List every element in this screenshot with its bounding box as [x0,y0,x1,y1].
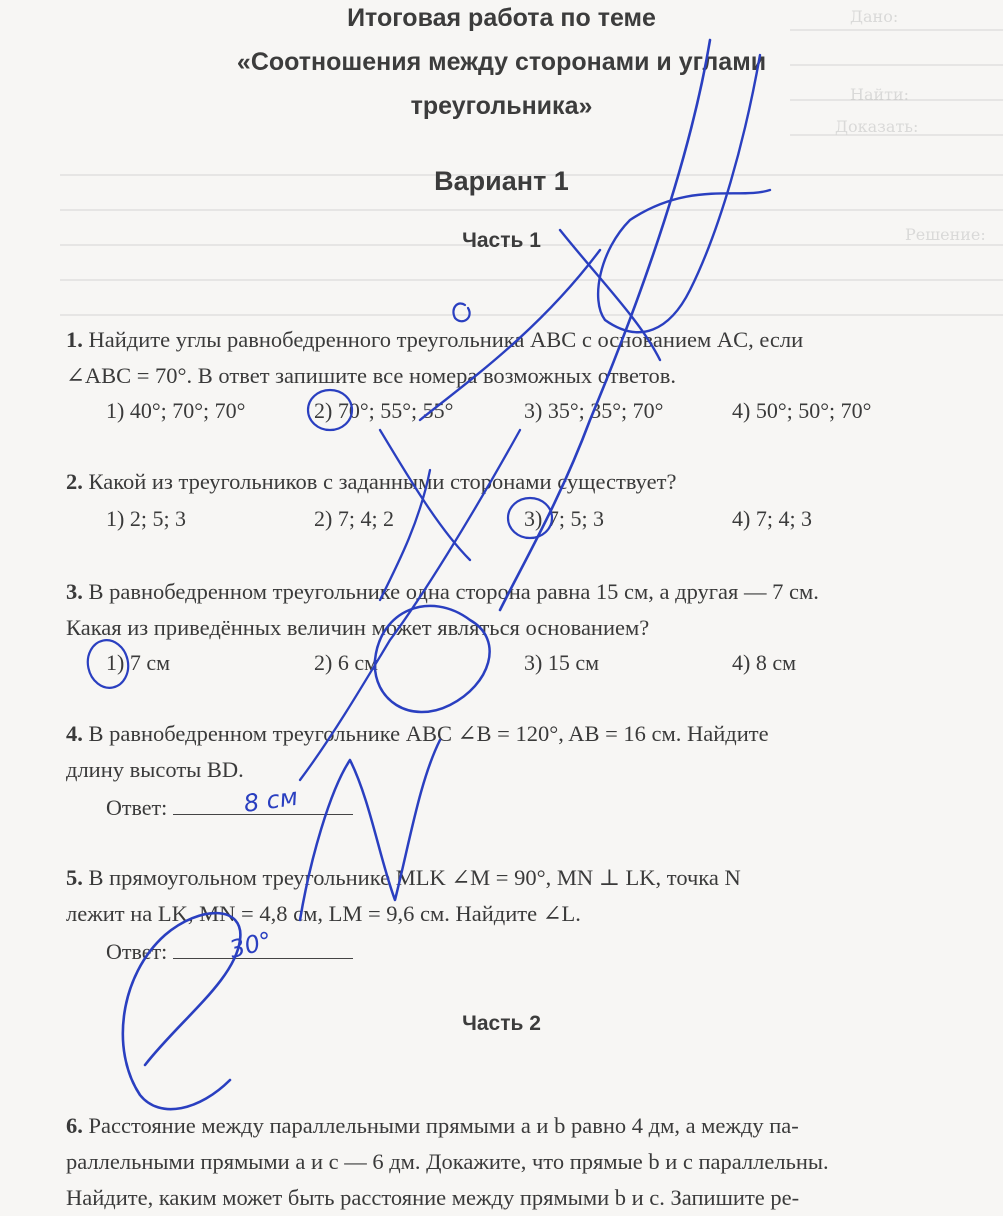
svg-text:Доказать:: Доказать: [835,117,919,136]
answer-option: 1) 7 см [106,650,171,675]
question-text-line: Какой из треугольников с заданными сторонами существует? [88,469,677,494]
variant-heading: Вариант 1 [434,166,569,196]
answer-option: 4) 7; 4; 3 [732,506,813,531]
question-3 [66,574,916,646]
question-4 [66,716,916,788]
question-4-answer [106,792,353,821]
title-line-2: «Соотношения между сторонами и углами [236,48,767,76]
question-5-answer [106,936,353,965]
title-line-3: треугольника» [410,92,593,120]
question-text-line: Какая из приведённых величин может являться основанием? [66,615,650,640]
question-number: 6. [66,1113,83,1138]
question-text-line: ∠ABC = 70°. В ответ запишите все номера возможных ответов. [66,363,677,388]
title-line-1: Итоговая работа по теме [347,4,656,32]
question-number: 3. [66,579,83,604]
question-5 [66,860,916,932]
question-number: 1. [66,327,83,352]
handwritten-answer-q5: 30° [226,926,275,964]
answer-option: 4) 50°; 50°; 70° [732,398,872,423]
svg-text:Дано:: Дано: [850,7,899,26]
question-1 [66,322,916,394]
answer-option: 2) 70°; 55°; 55° [314,398,454,423]
answer-option: 4) 8 см [732,650,797,675]
part-1-heading: Часть 1 [462,229,541,252]
handwritten-answer-q4: 8 см [241,782,300,818]
question-text-line: В равнобедренном треугольнике ABC ∠B = 120°, AB = 16 см. Найдите [88,721,769,746]
answer-blank-line[interactable] [173,792,353,815]
answer-option: 1) 2; 5; 3 [106,506,187,531]
question-text-line: Расстояние между параллельными прямыми a и b равно 4 дм, а между па- [88,1113,799,1138]
answer-option: 3) 35°; 35°; 70° [524,398,664,423]
question-text-line: В прямоугольном треугольнике MLK ∠M = 90°, MN ⊥ LK, точка N [88,865,741,890]
answer-option: 2) 6 см [314,650,379,675]
question-text-line: лежит на LK, MN = 4,8 см, LM = 9,6 см. Найдите ∠L. [66,901,581,926]
question-number: 5. [66,865,83,890]
question-text-line: Найдите, каким может быть расстояние между прямыми b и c. Запишите ре- [66,1185,800,1210]
svg-text:Найти:: Найти: [850,85,910,104]
answer-option: 3) 7; 5; 3 [524,506,605,531]
question-number: 2. [66,469,83,494]
answer-option: 1) 40°; 70°; 70° [106,398,246,423]
answer-blank-line[interactable] [173,936,353,959]
question-text-line: Найдите углы равнобедренного треугольника ABC с основанием AC, если [88,327,804,352]
question-2 [66,464,916,500]
question-text-line: длину высоты BD. [66,757,244,782]
answer-option: 2) 7; 4; 2 [314,506,395,531]
question-text-line: В равнобедренном треугольнике одна сторона равна 15 см, а другая — 7 см. [88,579,819,604]
question-number: 4. [66,721,83,746]
answer-label: Ответ: [106,939,168,964]
part-2-heading: Часть 2 [462,1012,541,1035]
answer-option: 3) 15 см [524,650,600,675]
answer-label: Ответ: [106,795,168,820]
question-text-line: раллельными прямыми a и c — 6 дм. Докажите, что прямые b и c параллельны. [66,1149,829,1174]
svg-text:Решение:: Решение: [905,225,986,244]
